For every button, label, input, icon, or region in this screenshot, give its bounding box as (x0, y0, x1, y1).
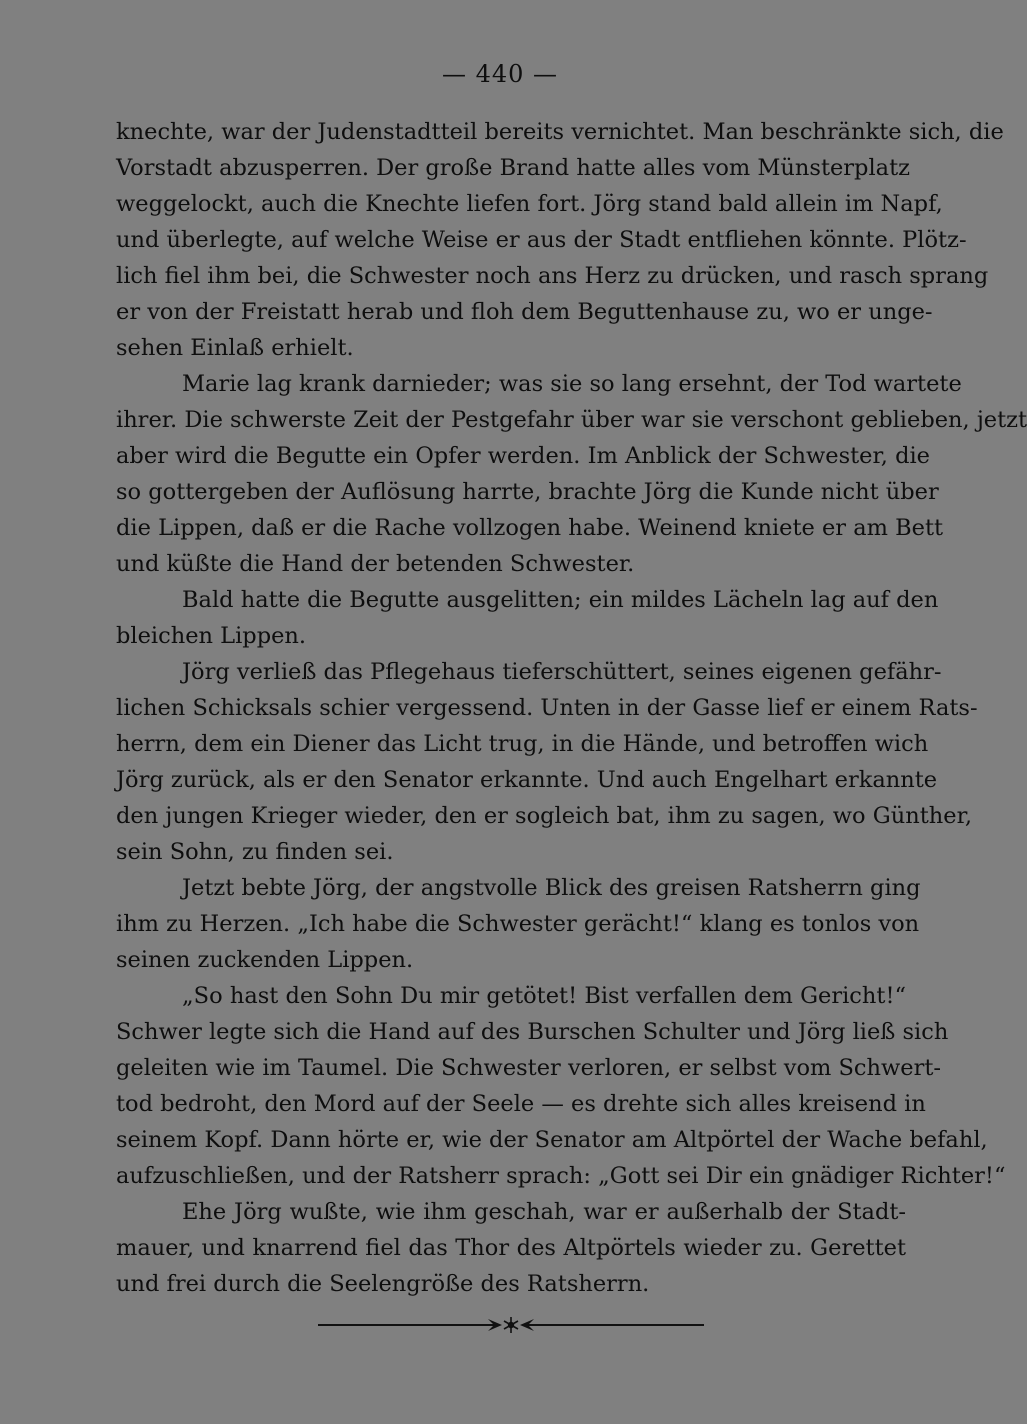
text-line: lichen Schicksals schier vergessend. Unten in der Gasse lief er einem Rats- (116, 695, 978, 721)
paragraph (116, 114, 1004, 366)
ornament-flourish-icon (458, 1314, 564, 1336)
text-line: die Lippen, daß er die Rache vollzogen habe. Weinend kniete er am Bett (116, 515, 944, 541)
text-line: weggelockt, auch die Knechte liefen fort. Jörg stand bald allein im Napf, (116, 191, 943, 217)
text-line: Ehe Jörg wußte, wie ihm geschah, war er außerhalb der Stadt- (182, 1199, 906, 1225)
ornament-rule-right (554, 1324, 704, 1326)
text-line: knechte, war der Judenstadtteil bereits vernichtet. Man beschränkte sich, die (116, 119, 1004, 145)
text-line: „So hast den Sohn Du mir getötet! Bist verfallen dem Gericht!“ (182, 983, 906, 1009)
text-line: aber wird die Begutte ein Opfer werden. Im Anblick der Schwester, die (116, 443, 930, 469)
text-line: und überlegte, auf welche Weise er aus der Stadt entfliehen könnte. Plötz- (116, 227, 967, 253)
paragraph (116, 978, 1006, 1194)
text-line: und küßte die Hand der betenden Schwester. (116, 551, 635, 577)
paragraph (116, 1194, 906, 1302)
paragraph (116, 366, 1027, 582)
page-number: — 440 — (441, 60, 559, 88)
text-line: den jungen Krieger wieder, den er sogleich bat, ihm zu sagen, wo Günther, (116, 803, 972, 829)
text-line: so gottergeben der Auflösung harrte, brachte Jörg die Kunde nicht über (116, 479, 939, 505)
text-line: tod bedroht, den Mord auf der Seele — es drehte sich alles kreisend in (116, 1091, 926, 1117)
text-line: Marie lag krank darnieder; was sie so lang ersehnt, der Tod wartete (182, 371, 962, 397)
text-line: lich fiel ihm bei, die Schwester noch ans Herz zu drücken, und rasch sprang (116, 263, 989, 289)
body-text (116, 114, 1027, 1302)
text-line: bleichen Lippen. (116, 623, 307, 649)
closing-ornament (318, 1314, 704, 1336)
text-line: und frei durch die Seelengröße des Ratsherrn. (116, 1271, 650, 1297)
text-line: Jörg verließ das Pflegehaus tieferschüttert, seines eigenen gefähr- (182, 659, 942, 685)
text-line: seinem Kopf. Dann hörte er, wie der Senator am Altpörtel der Wache befahl, (116, 1127, 988, 1153)
paragraph (116, 582, 939, 654)
text-line: herrn, dem ein Diener das Licht trug, in die Hände, und betroffen wich (116, 731, 929, 757)
ornament-rule-left (318, 1324, 468, 1326)
text-line: Jetzt bebte Jörg, der angstvolle Blick des greisen Ratsherrn ging (182, 875, 921, 901)
text-line: ihrer. Die schwerste Zeit der Pestgefahr über war sie verschont geblieben, jetzt (116, 407, 1027, 433)
text-line: aufzuschließen, und der Ratsherr sprach: „Gott sei Dir ein gnädiger Richter!“ (116, 1163, 1006, 1189)
text-line: mauer, und knarrend fiel das Thor des Altpörtels wieder zu. Gerettet (116, 1235, 906, 1261)
paragraph (116, 870, 921, 978)
text-line: Bald hatte die Begutte ausgelitten; ein mildes Lächeln lag auf den (182, 587, 939, 613)
text-line: seinen zuckenden Lippen. (116, 947, 414, 973)
text-line: Vorstadt abzusperren. Der große Brand hatte alles vom Münsterplatz (116, 155, 910, 181)
text-line: geleiten wie im Taumel. Die Schwester verloren, er selbst vom Schwert- (116, 1055, 941, 1081)
paragraph (116, 654, 978, 870)
text-line: sein Sohn, zu finden sei. (116, 839, 394, 865)
text-line: ihm zu Herzen. „Ich habe die Schwester gerächt!“ klang es tonlos von (116, 911, 920, 937)
text-line: sehen Einlaß erhielt. (116, 335, 354, 361)
text-line: Schwer legte sich die Hand auf des Burschen Schulter und Jörg ließ sich (116, 1019, 949, 1045)
text-line: er von der Freistatt herab und floh dem Beguttenhause zu, wo er unge- (116, 299, 933, 325)
text-line: Jörg zurück, als er den Senator erkannte. Und auch Engelhart erkannte (116, 767, 938, 793)
